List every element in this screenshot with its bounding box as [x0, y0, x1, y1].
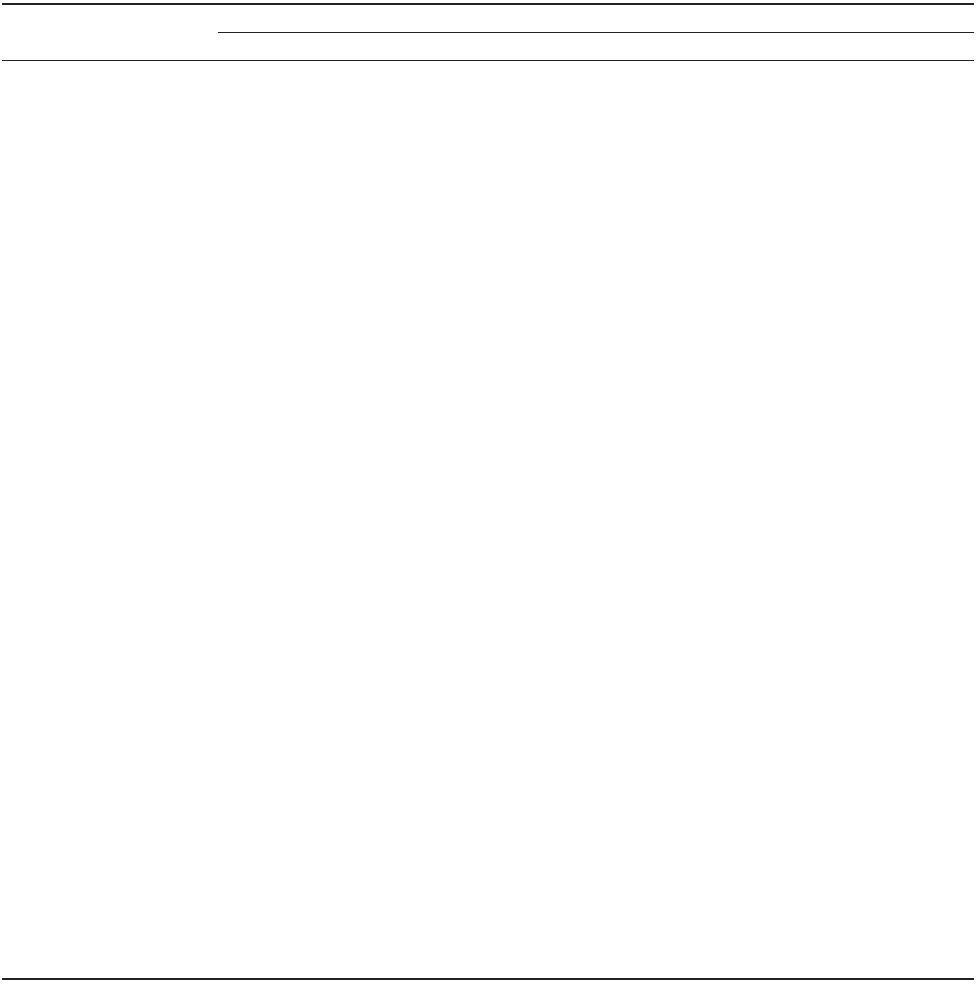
bottom-rule — [2, 978, 974, 980]
top-rule — [2, 3, 974, 5]
header-bottom-rule — [2, 60, 974, 61]
concentration-rule — [218, 32, 974, 33]
